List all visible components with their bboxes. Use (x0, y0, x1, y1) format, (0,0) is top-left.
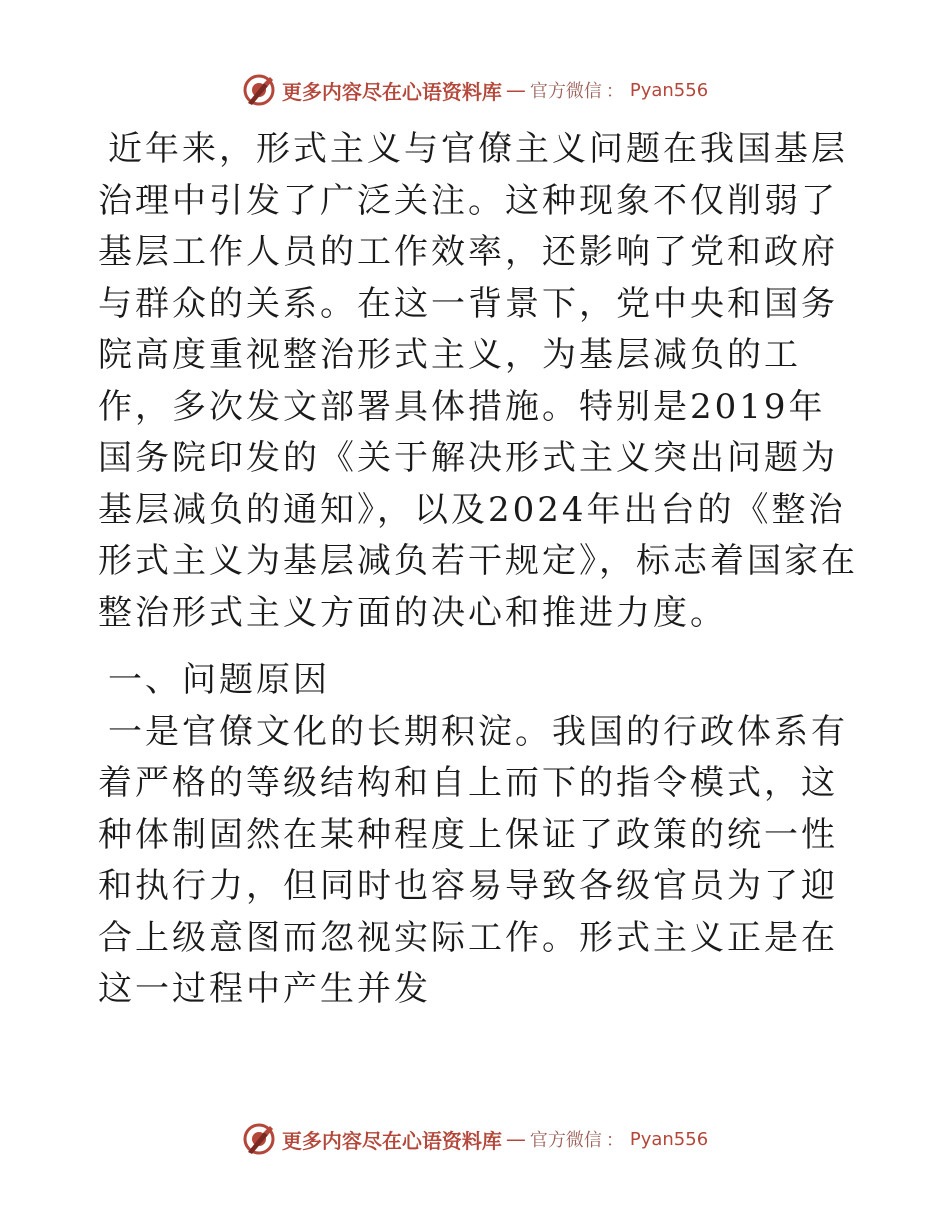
watermark-separator: — (505, 78, 526, 102)
watermark-brand-text: 更多内容尽在心语资料库 (281, 79, 502, 104)
paragraph-cause-1: 一是官僚文化的长期积淀。我国的行政体系有着严格的等级结构和自上而下的指令模式，这种体制固然在某种程度上保证了政策的统一性和执行力，但同时也容易导致各级官员为了迎合上级意图而忽视实际工作。形式主义正是在这一过程中产生并发 (98, 711, 848, 1009)
section-heading: 一、问题原因 (108, 660, 330, 700)
document-body (98, 124, 858, 1016)
watermark-brand-text: 更多内容尽在心语资料库 (281, 1128, 502, 1153)
footer-watermark (0, 1119, 950, 1159)
watermark-label: 官方微信 (529, 81, 602, 102)
watermark-separator: — (505, 1127, 526, 1151)
pen-logo-icon (242, 1122, 276, 1156)
watermark-colon: ： (605, 81, 624, 102)
paragraph-intro: 近年来，形式主义与官僚主义问题在我国基层治理中引发了广泛关注。这种现象不仅削弱了基层工作人员的工作效率，还影响了党和政府与群众的关系。在这一背景下，党中央和国务院高度重视整治形式主义，为基层减负的工作，多次发文部署具体措施。特别是2019年国务院印发的《关于解决形式主义突出问题为基层减负的通知》，以及2024年出台的《整治形式主义为基层减负若干规定》，标志着国家在整治形式主义方面的决心和推进力度。 (98, 129, 858, 633)
pen-logo-icon (242, 73, 276, 107)
watermark-wechat-id: Pyan556 (629, 79, 709, 101)
watermark-wechat-id: Pyan556 (629, 1128, 709, 1150)
header-watermark (0, 70, 950, 110)
watermark-colon: ： (605, 1130, 624, 1151)
watermark-label: 官方微信 (529, 1130, 602, 1151)
